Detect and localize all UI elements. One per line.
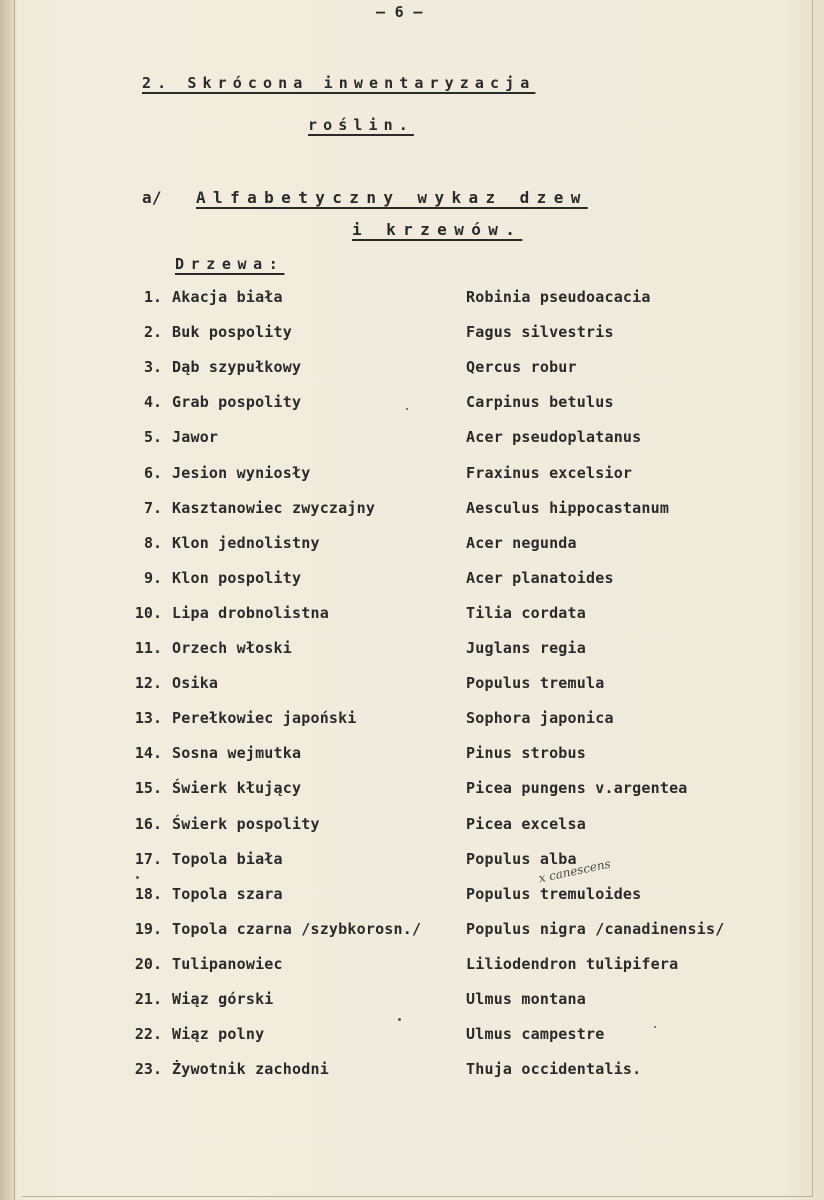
tree-row	[0, 744, 824, 766]
tree-latin-name: Acer planatoides	[466, 569, 614, 587]
tree-row	[0, 288, 824, 310]
tree-latin-name: Picea pungens v.argentea	[466, 779, 688, 797]
tree-latin-name: Fraxinus excelsior	[466, 464, 633, 482]
tree-latin-name: Populus tremula	[466, 674, 605, 692]
tree-number: 4.	[143, 393, 162, 411]
paper-speck	[654, 1026, 656, 1028]
tree-latin-name: Thuja occidentalis.	[466, 1060, 642, 1078]
tree-row	[0, 534, 824, 556]
tree-row	[0, 955, 824, 977]
tree-latin-name: Pinus strobus	[466, 744, 586, 762]
tree-latin-name: Picea excelsa	[466, 815, 586, 833]
tree-row	[0, 885, 824, 907]
tree-number: 16.	[134, 815, 162, 833]
tree-row	[0, 323, 824, 345]
tree-latin-name: Ulmus montana	[466, 990, 586, 1008]
tree-number: 10.	[134, 604, 162, 622]
tree-row	[0, 674, 824, 696]
paper-speck	[398, 1018, 401, 1021]
tree-number: 13.	[134, 709, 162, 727]
tree-row	[0, 428, 824, 450]
tree-polish-name: Perełkowiec japoński	[172, 709, 357, 727]
tree-latin-name: Robinia pseudoacacia	[466, 288, 651, 306]
page-border	[22, 0, 813, 1197]
tree-row	[0, 990, 824, 1012]
tree-number: 5.	[143, 428, 162, 446]
tree-latin-name: Populus nigra /canadinensis/	[466, 920, 725, 938]
tree-number: 21.	[134, 990, 162, 1008]
tree-polish-name: Dąb szypułkowy	[172, 358, 302, 376]
tree-polish-name: Topola czarna /szybkorosn./	[172, 920, 422, 938]
tree-number: 20.	[134, 955, 162, 973]
tree-polish-name: Topola biała	[172, 850, 283, 868]
tree-polish-name: Jawor	[172, 428, 219, 446]
tree-number: 22.	[134, 1025, 162, 1043]
page-edge-line	[14, 0, 15, 1200]
tree-row	[0, 709, 824, 731]
section-heading-line2: roślin.	[308, 116, 414, 134]
tree-polish-name: Klon jednolistny	[172, 534, 320, 552]
tree-polish-name: Sosna wejmutka	[172, 744, 302, 762]
tree-latin-name: Qercus robur	[466, 358, 577, 376]
tree-row	[0, 1025, 824, 1047]
tree-latin-name: Acer negunda	[466, 534, 577, 552]
tree-polish-name: Żywotnik zachodni	[172, 1060, 329, 1078]
tree-polish-name: Tulipanowiec	[172, 955, 283, 973]
tree-polish-name: Orzech włoski	[172, 639, 292, 657]
subsection-label: a/	[142, 188, 162, 207]
tree-polish-name: Topola szara	[172, 885, 283, 903]
tree-latin-name: Acer pseudoplatanus	[466, 428, 642, 446]
tree-row	[0, 920, 824, 942]
tree-latin-name: Populus tremuloides	[466, 885, 642, 903]
tree-row	[0, 1060, 824, 1082]
tree-number: 19.	[134, 920, 162, 938]
tree-number: 12.	[134, 674, 162, 692]
tree-polish-name: Wiąz górski	[172, 990, 274, 1008]
tree-latin-name: Liliodendron tulipifera	[466, 955, 679, 973]
tree-latin-name: Populus alba	[466, 850, 577, 868]
tree-latin-name: Aesculus hippocastanum	[466, 499, 670, 517]
tree-number: 15.	[134, 779, 162, 797]
tree-number: 9.	[143, 569, 162, 587]
tree-row	[0, 393, 824, 415]
paper-speck	[406, 408, 408, 410]
tree-number: 8.	[143, 534, 162, 552]
tree-latin-name: Carpinus betulus	[466, 393, 614, 411]
category-heading: Drzewa:	[175, 255, 285, 273]
tree-latin-name: Fagus silvestris	[466, 323, 614, 341]
section-heading-line1: 2. Skrócona inwentaryzacja	[142, 74, 536, 92]
tree-polish-name: Grab pospolity	[172, 393, 302, 411]
paper-speck	[136, 876, 139, 879]
tree-number: 11.	[134, 639, 162, 657]
tree-number: 7.	[143, 499, 162, 517]
tree-polish-name: Świerk pospolity	[172, 815, 320, 833]
tree-number: 14.	[134, 744, 162, 762]
tree-row	[0, 464, 824, 486]
tree-row	[0, 815, 824, 837]
tree-polish-name: Klon pospolity	[172, 569, 302, 587]
tree-polish-name: Buk pospolity	[172, 323, 292, 341]
tree-number: 23.	[134, 1060, 162, 1078]
tree-row	[0, 358, 824, 380]
tree-polish-name: Akacja biała	[172, 288, 283, 306]
tree-polish-name: Osika	[172, 674, 219, 692]
handwritten-note: x canescens	[537, 856, 612, 886]
tree-row	[0, 604, 824, 626]
tree-number: 18.	[134, 885, 162, 903]
tree-number: 1.	[143, 288, 162, 306]
subsection-heading-line2: i krzewów.	[352, 220, 523, 239]
page-number: — 6 —	[376, 3, 423, 21]
tree-row	[0, 639, 824, 661]
tree-latin-name: Tilia cordata	[466, 604, 586, 622]
tree-polish-name: Świerk kłujący	[172, 779, 302, 797]
tree-number: 3.	[143, 358, 162, 376]
page-binding-edge	[0, 0, 14, 1200]
tree-row	[0, 569, 824, 591]
tree-number: 2.	[143, 323, 162, 341]
tree-row	[0, 499, 824, 521]
tree-row	[0, 779, 824, 801]
subsection-heading-line1: Alfabetyczny wykaz dzew	[196, 188, 588, 207]
tree-row	[0, 850, 824, 872]
tree-latin-name: Sophora japonica	[466, 709, 614, 727]
tree-latin-name: Juglans regia	[466, 639, 586, 657]
tree-number: 6.	[143, 464, 162, 482]
tree-polish-name: Wiąz polny	[172, 1025, 265, 1043]
tree-latin-name: Ulmus campestre	[466, 1025, 605, 1043]
tree-polish-name: Kasztanowiec zwyczajny	[172, 499, 376, 517]
tree-polish-name: Lipa drobnolistna	[172, 604, 329, 622]
tree-polish-name: Jesion wyniosły	[172, 464, 311, 482]
tree-number: 17.	[134, 850, 162, 868]
